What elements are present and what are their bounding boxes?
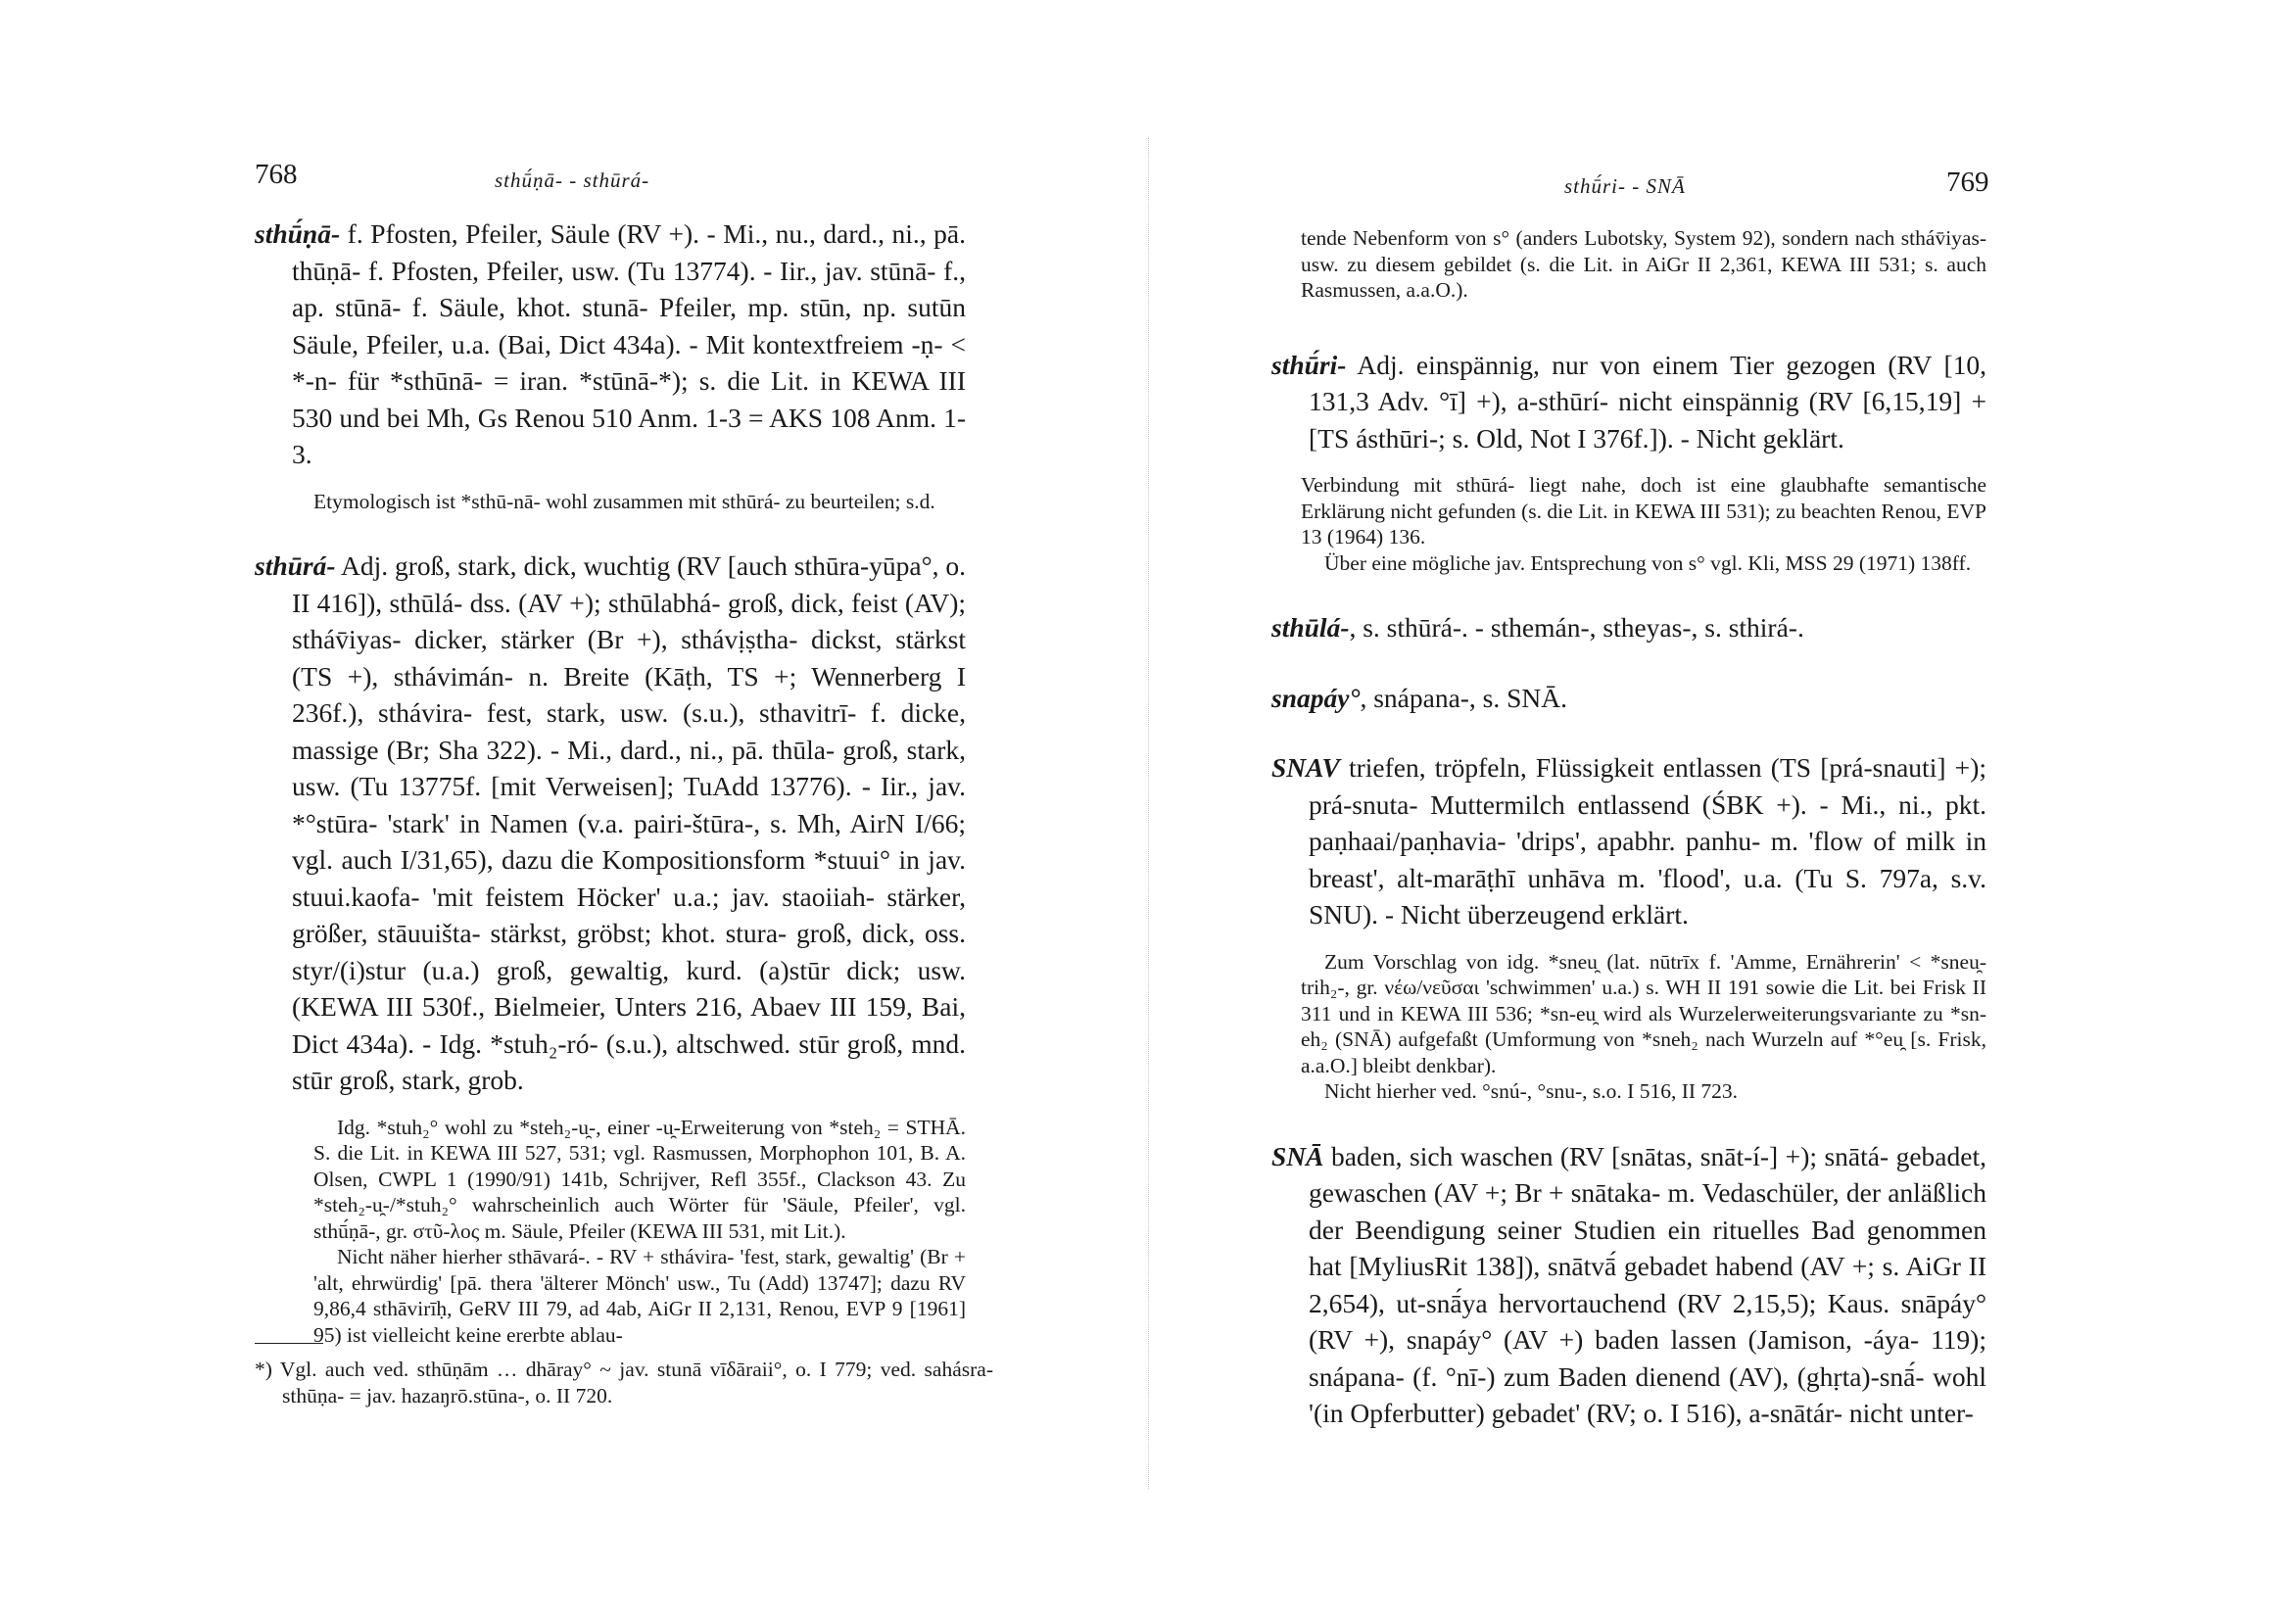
entry-text: f. Pfosten, Pfeiler, Säule (RV +). - Mi., nu., dard., ni., pā. thūṇā- f. Pfosten, Pfeiler, usw. (Tu 13774). - Iir., jav. stūnā- f., ap. stūnā- f. Säule, khot. stunā- Pfeiler, mp. stūn, np. sutūn Säule, Pfeiler, u.a. (Bai, Dict 434a). - Mit kontextfreiem -ṇ- < *-n- für *sthūnā- = iran. *stūnā-*); s. die Lit. in KEWA III 530 und bei Mh, Gs Renou 510 Anm. 1-3 = AKS 108 Anm. 1-3. [292, 218, 966, 469]
note-sthura-2: Nicht näher hierher sthāvará-. - RV + sthávira- 'fest, stark, gewaltig' (Br + 'alt, ehrwürdig' [pā. thera 'älterer Mönch' usw., Tu (Add) 13747]; dazu RV 9,86,4 sthāvirīḥ, GeRV III 79, ad 4ab, AiGr II 2,131, Renou, EVP 9 [1961] 95) ist vielleicht keine ererbte ablau- [313, 1245, 966, 1347]
lemma-snav: SNAV [1271, 752, 1340, 783]
entry-text: , s. sthūrá-. - sthemán-, stheyas-, s. sthirá-. [1349, 612, 1804, 643]
entry-text: Adj. einspännig, nur von einem Tier gezogen (RV [10, 131,3 Adv. °ī] +), a-sthūrí- nicht einspännig (RV [6,15,19] + [TS ásthūri-; s. Old, Not I 376f.]). - Nicht geklärt. [1309, 349, 1986, 453]
note-sthuna: Etymologisch ist *sthū-nā- wohl zusammen mit sthūrá- zu beurteilen; s.d. [313, 489, 935, 513]
right-page [1148, 0, 2296, 1622]
footnote-rule [255, 1343, 323, 1344]
entry-text: Adj. groß, stark, dick, wuchtig (RV [auch sthūra-yūpa°, o. II 416]), sthūlá- dss. (AV +); sthūlabhá- groß, dick, feist (AV); stháv̄iyas- dicker, stärker (Br +), sthávịṣtha- dickst, stärkst (TS +), sthávimán- n. Breite (Kāṭh, TS +; Wennerberg I 236f.), sthávira- fest, stark, usw. (s.u.), sthavitrī- f. dicke, massige (Br; Sha 322). - Mi., dard., ni., pā. thūla- groß, stark, usw. (Tu 13775f. [mit Verweisen]; TuAdd 13776). - Iir., jav. *°stūra- 'stark' in Namen (v.a. pairi-štūra-, s. Mh, AirN I/66; vgl. auch I/31,65), dazu die Kompositionsform *stuui° in jav. stuui.kaofa- 'mit feistem Höcker' u.a.; jav. staoiiah- stärker, größer, stāuuišta- stärkst, gröbst; khot. stura- groß, dick, oss. styr/(i)stur (u.a.) groß, gewaltig, kurd. (a)stūr dick; usw. (KEWA III 530f., Bielmeier, Unters 216, Abaev III 159, Bai, Dict 434a). - Idg. *stuh₂-ró- (s.u.), altschwed. stūr groß, mnd. stūr groß, stark, grob. [292, 550, 966, 1095]
note-snav-1: Zum Vorschlag von idg. *sneu̯ (lat. nūtrīx f. 'Amme, Ernährerin' < *sneu̯-trih₂-, gr. νέω/νεῦσαι 'schwimmen' u.a.) s. WH II 191 sowie die Lit. bei Frisk II 311 und in KEWA III 536; *sn-eu̯ wird als Wurzelerweiterungsvariante zu *sn-eh₂ (SNĀ) aufgefaßt (Umformung von *sneh₂ nach Wurzeln auf *°eu̯ [s. Frisk, a.a.O.] bleibt denkbar). [1301, 949, 1986, 1077]
left-column [255, 215, 966, 1348]
entry-snav [1271, 749, 1986, 933]
entry-text: baden, sich waschen (RV [snātas, snāt-í-] +); snātá- gebadet, gewaschen (AV +; Br + snātaka- m. Vedaschüler, der anläßlich der Beendigung seiner Studien ein rituelles Bad genommen hat [MyliusRit 138]), snātvā́ gebadet habend (AV +; s. AiGr II 2,654), ut-snā́ya hervortauchend (RV 2,15,5); Kaus. snāpáy° (RV +), snapáy° (AV +) baden lassen (Jamison, -áya- 119); snápana- (f. °nī-) zum Baden dienend (AV), (ghṛta)-snā́- wohl '(in Opferbutter) gebadet' (RV; o. I 516), a-snātár- nicht unter- [1309, 1140, 1986, 1428]
running-head: sthū́ri- - SNĀ [1564, 174, 1686, 198]
continued-note: tende Nebenform von s° (anders Lubotsky, System 92), sondern nach stháv̄iyas- usw. zu diesem gebildet (s. die Lit. in AiGr II 2,361, KEWA III 531; s. auch Rasmussen, a.a.O.). [1301, 226, 1986, 302]
entry-sna [1271, 1138, 1986, 1432]
entry-snapay [1271, 680, 1986, 717]
lemma-sthura: sthūrá- [255, 550, 336, 581]
lemma-sthula: sthūlá- [1271, 612, 1350, 643]
note-sthuri-2: Über eine mögliche jav. Entsprechung von s° vgl. Kli, MSS 29 (1971) 138ff. [1324, 550, 1972, 575]
lemma-sthuri: sthū́ri- [1271, 349, 1347, 380]
note-sthura-1: Idg. *stuh₂° wohl zu *steh₂-u̯-, einer -u̯-Erweiterung von *steh₂ = STHĀ. S. die Lit. in KEWA III 527, 531; vgl. Rasmussen, Morphophon 101, B. A. Olsen, CWPL 1 (1990/91) 141b, Schrijver, Refl 355f., Clackson 43. Zu *steh₂-u̯-/*stuh₂° wahrscheinlich auch Wörter für 'Säule, Pfeiler', vgl. sthū́ṇā-, gr. στῦ-λος m. Säule, Pfeiler (KEWA III 531, mit Lit.). [313, 1115, 966, 1243]
entry-sthuna [255, 215, 966, 473]
right-column [1271, 225, 1986, 1432]
entry-text: , snápana-, s. SNĀ. [1360, 682, 1568, 713]
entry-sthuri [1271, 347, 1986, 457]
note-snav-2: Nicht hierher ved. °snú-, °snu-, s.o. I 516, II 723. [1324, 1079, 1739, 1103]
lemma-snapay: snapáy° [1271, 682, 1361, 713]
entry-text: triefen, tröpfeln, Flüssigkeit entlassen (TS [prá-snauti] +); prá-snuta- Muttermilch entlassend (ŚBK +). - Mi., ni., pkt. paṇhaai/paṇhavia- 'drips', apabhr. panhu- m. 'flow of milk in breast', alt-marāṭhī unhāva m. 'flood', u.a. (Tu S. 797a, s.v. SNU). - Nicht überzeugend erklärt. [1309, 752, 1986, 930]
running-head: sthū́ṇā- - sthūrá- [495, 168, 650, 192]
lemma-sna: SNĀ [1271, 1140, 1324, 1171]
note-sthuri-1: Verbindung mit sthūrá- liegt nahe, doch ist eine glaubhafte semantische Erklärung nicht gefunden (s. die Lit. in KEWA III 531); zu beachten Renou, EVP 13 (1964) 136. [1301, 473, 1986, 549]
page-number: 769 [1946, 167, 1989, 198]
lemma-sthuna: sthū́ṇā- [255, 218, 341, 249]
entry-sthula [1271, 609, 1986, 646]
page-number: 768 [255, 159, 298, 190]
footnote: *) Vgl. auch ved. sthūṇām … dhāray° ~ jav. stunā vīδāraii°, o. I 779; ved. sahásra-sthūṇa- = jav. hazaŋrō.stūna-, o. II 720. [255, 1358, 993, 1407]
entry-sthura [255, 548, 966, 1099]
